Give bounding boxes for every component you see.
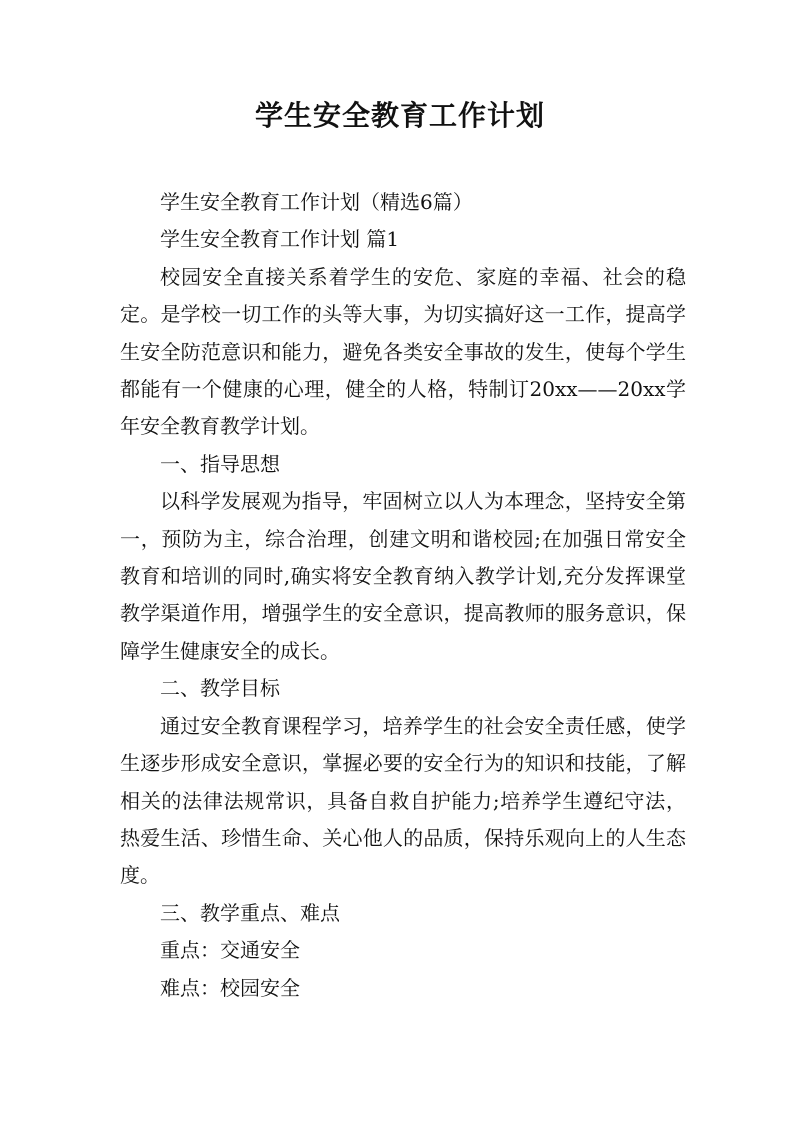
- teaching-goals-paragraph: 通过安全教育课程学习，培养学生的社会安全责任感，使学生逐步形成安全意识，掌握必要的安全行为的知识和技能，了解相关的法律法规常识，具备自救自护能力;培养学生遵纪守法，热爱生活、珍惜生命、关心他人的品质，保持乐观向上的人生态度。: [120, 713, 686, 888]
- key-point-paragraph: 重点：交通安全: [160, 938, 300, 963]
- document-title: 学生安全教育工作计划: [254, 99, 545, 132]
- section-heading-teaching-goals: 二、教学目标: [160, 676, 280, 701]
- section-heading-part1: 学生安全教育工作计划 篇1: [160, 227, 400, 252]
- difficulty-paragraph: 难点：校园安全: [160, 975, 300, 1000]
- document-body: [120, 184, 686, 1007]
- section-heading-key-points: 三、教学重点、难点: [160, 900, 340, 925]
- intro-paragraph: 校园安全直接关系着学生的安危、家庭的幸福、社会的稳定。是学校一切工作的头等大事，为切实搞好这一工作，提高学生安全防范意识和能力，避免各类安全事故的发生，使每个学生都能有一个健康的心理，健全的人格，特制订20xx——20xx学年安全教育教学计划。: [120, 264, 686, 439]
- guiding-ideology-paragraph: 以科学发展观为指导，牢固树立以人为本理念，坚持安全第一，预防为主，综合治理，创建文明和谐校园;在加强日常安全教育和培训的同时,确实将安全教育纳入教学计划,充分发挥课堂教学渠道作用，增强学生的安全意识，提高教师的服务意识，保障学生健康安全的成长。: [120, 489, 686, 663]
- subtitle-paragraph: 学生安全教育工作计划（精选6篇）: [160, 190, 473, 214]
- section-heading-guiding-ideology: 一、指导思想: [160, 451, 280, 476]
